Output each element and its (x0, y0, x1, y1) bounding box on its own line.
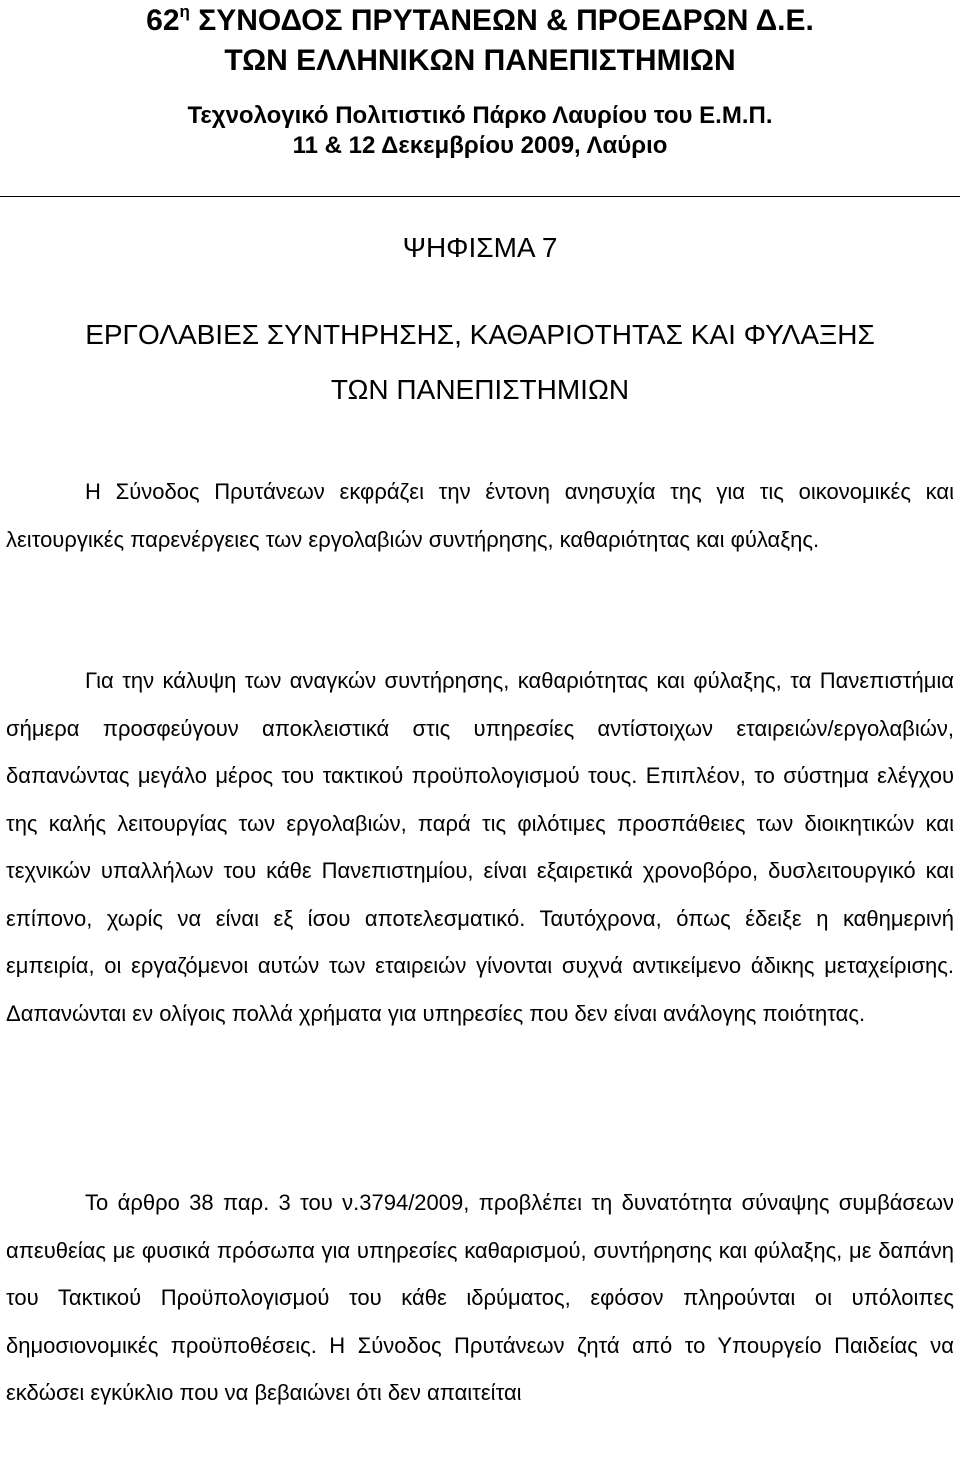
conference-title (0, 4, 960, 42)
conference-venue: Τεχνολογικό Πολιτιστικό Πάρκο Λαυρίου του Ε.Μ.Π. (187, 102, 773, 129)
paragraph-1: Η Σύνοδος Πρυτάνεων εκφράζει την έντονη ανησυχία της για τις οικονομικές και λειτουργικές παρενέργειες των εργολαβιών συντήρησης, καθαριότητας και φύλαξης. (6, 479, 954, 552)
decree-subject-line2: ΤΩΝ ΠΑΝΕΠΙΣΤΗΜΙΩΝ (330, 374, 630, 405)
paragraph-2 (6, 657, 954, 1037)
conference-subtitle: ΤΩΝ ΕΛΛΗΝΙΚΩΝ ΠΑΝΕΠΙΣΤΗΜΙΩΝ (224, 44, 736, 77)
ordinal-suffix: η (179, 2, 190, 21)
paragraph-2-text: Για την κάλυψη των αναγκών συντήρησης, καθαριότητας και φύλαξης, τα Πανεπιστήμια σήμερα προσφεύγουν αποκλειστικά στις υπηρεσίες αντίστοιχων εταιρειών/εργολαβιών, δαπανώντας μεγάλο μέρος του τακτικού προϋπολογισμού τους. Επιπλέον, το σύστημα ελέγχου της καλής λειτουργίας των εργολαβιών, παρά τις φιλότιμες προσπάθειες των διοικητικών και τεχνικών υπαλλήλων του κάθε Πανεπιστημίου, είναι εξαιρετικά χρονοβόρο, δυσλειτουργικό και επίπονο, χωρίς να είναι εξ ίσου αποτελεσματικό. Ταυτόχρονα, όπως έδειξε η καθημερινή εμπειρία, οι εργαζόμενοι αυτών των εταιρειών γίνονται συχνά αντικείμενο άδικης μεταχείρισης. (6, 668, 954, 978)
decree-subject-line1: ΕΡΓΟΛΑΒΙΕΣ ΣΥΝΤΗΡΗΣΗΣ, ΚΑΘΑΡΙΟΤΗΤΑΣ ΚΑΙ ΦΥΛΑΞΗΣ (85, 319, 875, 350)
conference-date: 11 & 12 Δεκεμβρίου 2009, Λαύριο (292, 132, 668, 159)
conference-title-rest: ΣΥΝΟΔΟΣ ΠΡΥΤΑΝΕΩΝ & ΠΡΟΕΔΡΩΝ Δ.Ε. (189, 4, 814, 37)
paragraph-2-conclusion: Δαπανώνται εν ολίγοις πολλά χρήματα για υπηρεσίες που δεν είναι ανάλογης ποιότητας. (6, 1000, 866, 1026)
decree-title: ΨΗΦΙΣΜΑ 7 (402, 232, 558, 263)
conference-number: 62 (146, 4, 180, 37)
paragraph-3: Το άρθρο 38 παρ. 3 του ν.3794/2009, προβλέπει τη δυνατότητα σύναψης συμβάσεων απευθείας με φυσικά πρόσωπα για υπηρεσίες καθαρισμού, συντήρησης και φύλαξης, με δαπάνη του Τακτικού Προϋπολογισμού του κάθε ιδρύματος, εφόσον πληρούνται οι υπόλοιπες δημοσιονομικές προϋποθέσεις. Η Σύνοδος Πρυτάνεων ζητά από το Υπουργείο Παιδείας να εκδώσει εγκύκλιο που να βεβαιώνει ότι δεν απαιτείται (6, 1190, 954, 1405)
header-divider (0, 196, 960, 197)
